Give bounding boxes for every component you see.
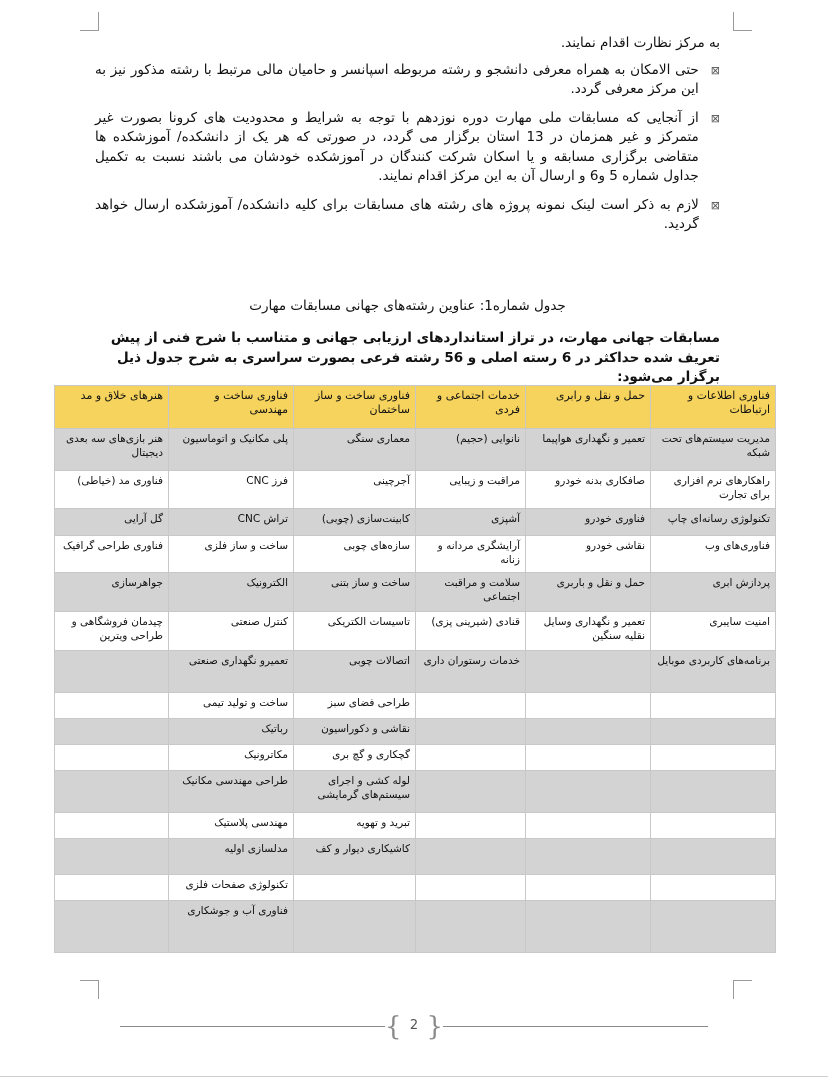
table-cell <box>526 875 651 901</box>
table-cell <box>526 693 651 719</box>
table-header-row <box>55 386 776 429</box>
table-caption: جدول شماره1: عناوین رشته‌های جهانی مسابقات مهارت <box>249 298 566 314</box>
table-cell: معماری سنگی <box>294 429 416 471</box>
bullet-paragraph <box>95 109 720 187</box>
table-cell: تاسیسات الکتریکی <box>294 612 416 651</box>
table-cell: الکترونیک <box>169 573 294 612</box>
table-cell <box>526 901 651 953</box>
table-cell <box>55 693 169 719</box>
table-row <box>55 745 776 771</box>
table-row <box>55 536 776 573</box>
table-cell: رباتیک <box>169 719 294 745</box>
table-cell <box>651 901 776 953</box>
paragraph-text: از آنجایی که مسابقات ملی مهارت دوره نوزدهم با توجه به شرایط و محدودیت های کرونا بصورت غیر متمرکز و غیر همزمان در 13 استان برگزار می گردد، در صورتی که هر یک از دانشکده/ آموزشکده ها متقاضی برگزاری مسابقه و یا اسکان شرکت کنندگان در آموزشکده خودشان می باشند نسبت به تکمیل جداول شماره 5 و6 و ارسال آن به این مرکز اقدام نمایند. <box>95 109 699 184</box>
table-row <box>55 612 776 651</box>
footer-rule-left <box>120 1026 385 1027</box>
table-cell: مراقبت و زیبایی <box>416 471 526 509</box>
table-cell: فناوری‌های وب <box>651 536 776 573</box>
paragraph-continuation <box>95 34 720 54</box>
table-cell <box>294 875 416 901</box>
table-cell: هنر بازی‌های سه بعدی دیجیتال <box>55 429 169 471</box>
bullet-paragraph <box>95 61 720 100</box>
table-cell: صافکاری بدنه خودرو <box>526 471 651 509</box>
table-cell: تکنولوژی رسانه‌ای چاپ <box>651 509 776 536</box>
table-cell: پردازش ابری <box>651 573 776 612</box>
table-cell <box>526 839 651 875</box>
checkbox-bullet-icon: ⊠ <box>710 198 720 212</box>
table-cell: تعمیر و نگهداری هواپیما <box>526 429 651 471</box>
table-cell: سازه‌های چوبی <box>294 536 416 573</box>
table-cell: آرایشگری مردانه و زنانه <box>416 536 526 573</box>
table-cell <box>416 875 526 901</box>
table-row <box>55 719 776 745</box>
header-cell: فناوری اطلاعات و ارتباطات <box>651 386 776 429</box>
table-cell: فناوری طراحی گرافیک <box>55 536 169 573</box>
table-cell <box>55 771 169 813</box>
table-cell: برنامه‌های کاربردی موبایل <box>651 651 776 693</box>
header-cell: خدمات اجتماعی و فردی <box>416 386 526 429</box>
table-cell: فناوری آب و جوشکاری <box>169 901 294 953</box>
corner-mark-top-left <box>80 12 99 31</box>
table-cell: نقاشی و دکوراسیون <box>294 719 416 745</box>
table-cell: ساخت و ساز بتنی <box>294 573 416 612</box>
table-cell: مکاترونیک <box>169 745 294 771</box>
table-cell: ساخت و تولید تیمی <box>169 693 294 719</box>
table-cell: گل آرایی <box>55 509 169 536</box>
table-cell <box>651 693 776 719</box>
table-cell <box>416 745 526 771</box>
footer-rule-right <box>443 1026 708 1027</box>
table-cell: خدمات رستوران داری <box>416 651 526 693</box>
table-cell <box>651 875 776 901</box>
table-row <box>55 651 776 693</box>
table-row <box>55 771 776 813</box>
table-cell <box>526 719 651 745</box>
table-row <box>55 509 776 536</box>
table-cell <box>55 813 169 839</box>
table-cell: قنادی (شیرینی پزی) <box>416 612 526 651</box>
table-cell: فناوری مد (خیاطی) <box>55 471 169 509</box>
table-cell: آشپزی <box>416 509 526 536</box>
table-cell: اتصالات چوبی <box>294 651 416 693</box>
page-number: 2 <box>409 1018 419 1033</box>
table-cell <box>526 771 651 813</box>
table-cell <box>55 875 169 901</box>
paragraph-text: حتی الامکان به همراه معرفی دانشجو و رشته مربوطه اسپانسر و حامیان مالی مرتبط با رشته مذکور نیز به این مرکز معرفی گردد. <box>95 61 699 97</box>
table-cell <box>55 901 169 953</box>
table-cell: آجرچینی <box>294 471 416 509</box>
table-cell: نانوایی (حجیم) <box>416 429 526 471</box>
table-row <box>55 901 776 953</box>
checkbox-bullet-icon: ⊠ <box>710 111 720 125</box>
table-cell <box>294 901 416 953</box>
table-cell: تبرید و تهویه <box>294 813 416 839</box>
table-cell: کنترل صنعتی <box>169 612 294 651</box>
table-cell: تعمیر و نگهداری وسایل نقلیه سنگین <box>526 612 651 651</box>
checkbox-bullet-icon: ⊠ <box>710 63 720 77</box>
paragraph-block <box>95 34 720 235</box>
corner-mark-bottom-left <box>80 980 99 999</box>
table-cell: مهندسی پلاستیک <box>169 813 294 839</box>
table-cell <box>651 839 776 875</box>
table-cell: لوله کشی و اجرای سیستم‌های گرمایشی <box>294 771 416 813</box>
table-cell <box>416 901 526 953</box>
table-cell: ساخت و ساز فلزی <box>169 536 294 573</box>
corner-mark-top-right <box>733 12 752 31</box>
table-cell: فناوری خودرو <box>526 509 651 536</box>
table-cell <box>651 745 776 771</box>
table-cell: کابینت‌سازی (چوبی) <box>294 509 416 536</box>
table-cell <box>526 651 651 693</box>
table-row <box>55 429 776 471</box>
table-cell: چیدمان فروشگاهی و طراحی ویترین <box>55 612 169 651</box>
table-cell: راهکارهای نرم افزاری برای تجارت <box>651 471 776 509</box>
header-cell: فناوری ساخت و ساز ساختمان <box>294 386 416 429</box>
table-cell: نقاشی خودرو <box>526 536 651 573</box>
table-cell <box>416 719 526 745</box>
page-bottom-edge <box>0 1076 828 1077</box>
table-row <box>55 471 776 509</box>
table-cell <box>526 813 651 839</box>
table-cell: تعمیرو نگهداری صنعتی <box>169 651 294 693</box>
brace-right-icon: } <box>426 1012 443 1042</box>
table-row <box>55 693 776 719</box>
table-cell: تکنولوژی صفحات فلزی <box>169 875 294 901</box>
table-cell <box>416 693 526 719</box>
table-cell <box>651 771 776 813</box>
table-cell <box>416 771 526 813</box>
paragraph-text: به مرکز نظارت اقدام نمایند. <box>560 35 720 51</box>
table-cell: فرز CNC <box>169 471 294 509</box>
table-cell <box>55 745 169 771</box>
table-cell: کاشیکاری دیوار و کف <box>294 839 416 875</box>
table-cell <box>526 745 651 771</box>
table-cell: مدلسازی اولیه <box>169 839 294 875</box>
header-cell: هنرهای خلاق و مد <box>55 386 169 429</box>
table-cell <box>55 651 169 693</box>
competition-fields-table <box>54 385 776 953</box>
table-cell: پلی مکانیک و اتوماسیون <box>169 429 294 471</box>
table-cell: طراحی فضای سبز <box>294 693 416 719</box>
table-cell <box>651 813 776 839</box>
header-cell: فناوری ساخت و مهندسی <box>169 386 294 429</box>
table-cell <box>416 839 526 875</box>
table-cell: گچکاری و گچ بری <box>294 745 416 771</box>
table-cell <box>55 719 169 745</box>
table-row <box>55 839 776 875</box>
paragraph-text: لازم به ذکر است لینک نمونه پروژه های رشته های مسابقات برای کلیه دانشکده/ آموزشکده ارسال خواهد گردید. <box>95 196 699 232</box>
table-row <box>55 573 776 612</box>
table-row <box>55 875 776 901</box>
table-cell: سلامت و مراقبت اجتماعی <box>416 573 526 612</box>
table-row <box>55 813 776 839</box>
brace-left-icon: { <box>385 1012 402 1042</box>
table-intro-text: مسابقات جهانی مهارت، در تراز استانداردهای ارزیابی جهانی و متناسب با شرح فنی از پیش تعریف شده حداکثر در 6 رسته اصلی و 56 رشته فرعی بصورت سراسری به شرح جدول ذیل برگزار می‌شود: <box>110 330 720 385</box>
page-number-box <box>385 1012 443 1042</box>
table-cell <box>416 813 526 839</box>
table-cell: جواهرسازی <box>55 573 169 612</box>
table-cell <box>651 719 776 745</box>
table-cell: امنیت سایبری <box>651 612 776 651</box>
corner-mark-bottom-right <box>733 980 752 999</box>
header-cell: حمل و نقل و رابری <box>526 386 651 429</box>
table-cell <box>55 839 169 875</box>
table-cell: مدیریت سیستم‌های تحت شبکه <box>651 429 776 471</box>
table-cell: تراش CNC <box>169 509 294 536</box>
bullet-paragraph <box>95 196 720 235</box>
table-cell: طراحی مهندسی مکانیک <box>169 771 294 813</box>
table-cell: حمل و نقل و باربری <box>526 573 651 612</box>
